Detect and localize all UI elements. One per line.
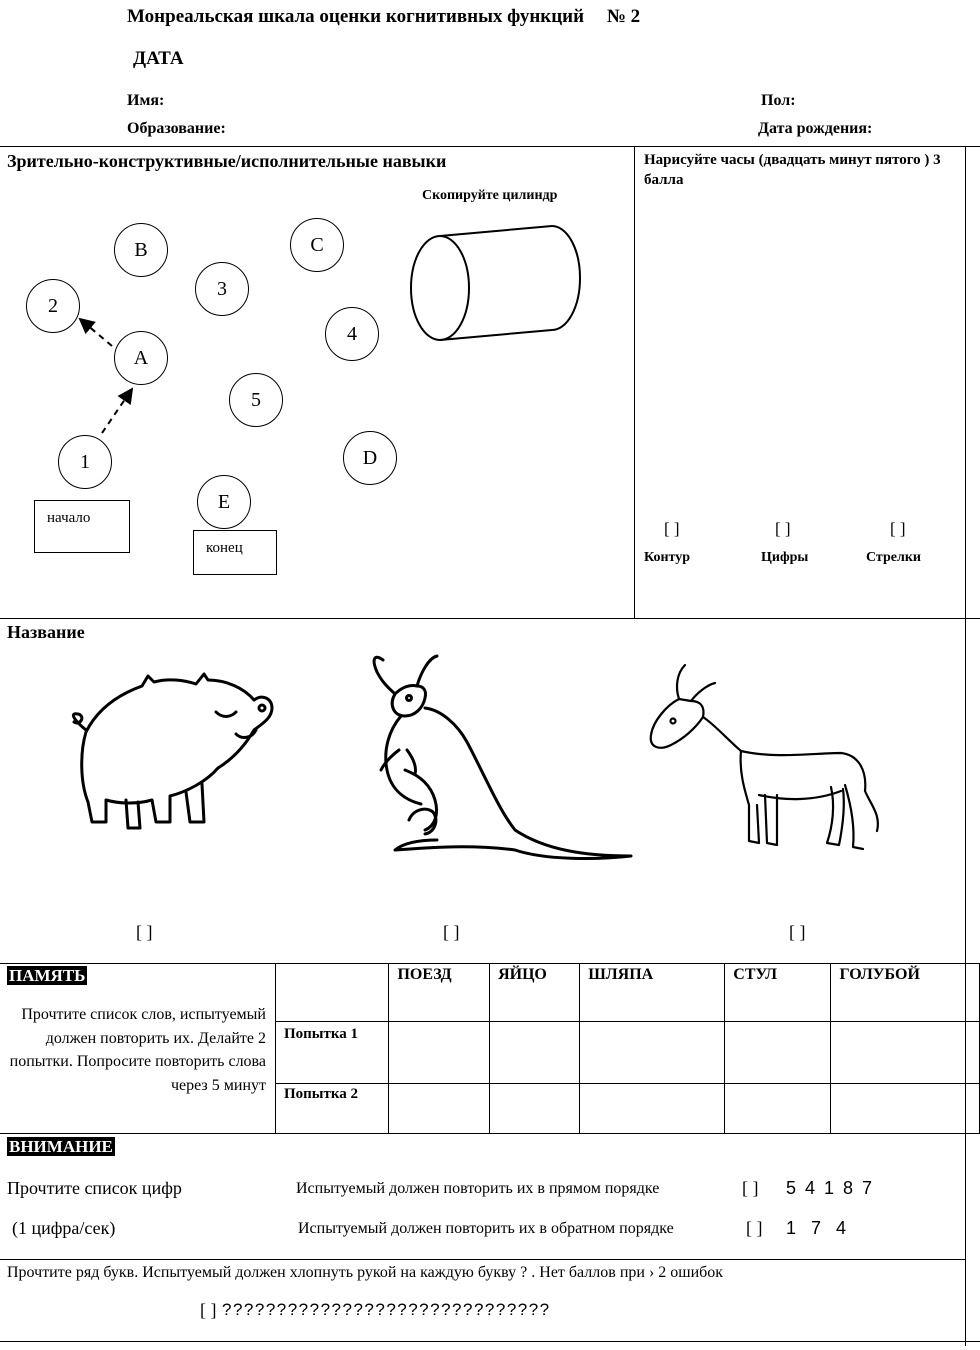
date-label: ДАТА <box>133 48 184 69</box>
trail-node-2: 2 <box>26 279 80 333</box>
letters-score: [ ] <box>200 1300 217 1320</box>
word-3: ШЛЯПА <box>580 964 725 1022</box>
trail-node-b: B <box>114 223 168 277</box>
trail-node-a: A <box>114 331 168 385</box>
donkey-score: [ ] <box>789 922 806 942</box>
trial-1-cell[interactable] <box>831 1022 980 1084</box>
divider <box>0 1341 980 1342</box>
trial-2-label: Попытка 2 <box>276 1084 389 1134</box>
form-title-text: Монреальская шкала оценки когнитивных функций <box>127 6 585 27</box>
trail-node-c: C <box>290 218 344 272</box>
word-1: ПОЕЗД <box>389 964 490 1022</box>
forward-digits: 5 4 1 8 7 <box>786 1178 875 1198</box>
clock-contour-score: [ ] <box>664 519 680 538</box>
trial-1-cell[interactable] <box>725 1022 831 1084</box>
attention-section-title <box>7 1137 115 1157</box>
clock-hands-label: Стрелки <box>866 550 921 565</box>
trial-1-cell[interactable] <box>389 1022 490 1084</box>
arrow-1-to-a <box>102 389 132 433</box>
word-4: СТУЛ <box>725 964 831 1022</box>
backward-digits: 1 7 4 <box>786 1218 847 1238</box>
divider <box>0 1259 965 1260</box>
divider <box>634 146 635 618</box>
clock-instruction: Нарисуйте часы (двадцать минут пятого ) 3 балла <box>644 152 941 188</box>
kangaroo-score: [ ] <box>443 922 460 942</box>
memory-instruction: Прочтите список слов, испытуемый должен повторить их. Делайте 2 попытки. Попросите повторить слова через 5 минут <box>9 1006 266 1094</box>
memory-title-text: ПАМЯТЬ <box>9 966 86 985</box>
word-5: ГОЛУБОЙ <box>831 964 980 1022</box>
trial-2-cell[interactable] <box>490 1084 580 1134</box>
donkey-drawing <box>645 655 885 865</box>
trial-2-cell[interactable] <box>580 1084 725 1134</box>
pig-score: [ ] <box>136 922 153 942</box>
divider <box>965 146 966 1346</box>
sex-label: Пол: <box>761 92 796 109</box>
name-label: Имя: <box>127 92 165 109</box>
pig-drawing <box>66 672 281 842</box>
cylinder-icon <box>400 222 600 352</box>
trial-1-label: Попытка 1 <box>276 1022 389 1084</box>
naming-section-title: Название <box>7 622 85 642</box>
forward-score: [ ] <box>742 1178 759 1198</box>
clock-hands-score: [ ] <box>890 519 906 538</box>
memory-section-title <box>7 966 87 986</box>
trail-node-d: D <box>343 431 397 485</box>
digits-label: Прочтите список цифр <box>7 1178 182 1198</box>
memory-table <box>275 963 980 1134</box>
education-label: Образование: <box>127 120 226 137</box>
attention-title-text: ВНИМАНИЕ <box>9 1137 113 1156</box>
digits-rate: (1 цифра/сек) <box>12 1218 116 1238</box>
birthdate-label: Дата рождения: <box>758 120 873 137</box>
trial-2-cell[interactable] <box>831 1084 980 1134</box>
trail-node-3: 3 <box>195 262 249 316</box>
trail-node-5: 5 <box>229 373 283 427</box>
visuo-section-title: Зрительно-конструктивные/исполнительные навыки <box>7 151 447 171</box>
trail-node-4: 4 <box>325 307 379 361</box>
trial-1-cell[interactable] <box>490 1022 580 1084</box>
backward-score: [ ] <box>746 1218 763 1238</box>
form-number: № 2 <box>606 6 641 27</box>
trial-1-cell[interactable] <box>580 1022 725 1084</box>
trail-node-1: 1 <box>58 435 112 489</box>
kangaroo-drawing <box>365 650 640 865</box>
arrow-a-to-2 <box>80 319 112 346</box>
memory-corner-cell <box>276 964 389 1022</box>
letters-instruction: Прочтите ряд букв. Испытуемый должен хлопнуть рукой на каждую букву ? . Нет баллов при › 2 ошибок <box>7 1264 724 1281</box>
word-2: ЯЙЦО <box>490 964 580 1022</box>
clock-digits-label: Цифры <box>761 550 809 565</box>
end-box: конец <box>193 530 277 575</box>
form-title <box>127 6 640 28</box>
start-box: начало <box>34 500 130 553</box>
trial-2-cell[interactable] <box>389 1084 490 1134</box>
divider <box>0 618 980 619</box>
clock-digits-score: [ ] <box>775 519 791 538</box>
trial-2-cell[interactable] <box>725 1084 831 1134</box>
trail-node-e: E <box>197 475 251 529</box>
letters-sequence: ?????????????????????????????? <box>222 1300 551 1319</box>
forward-instruction: Испытуемый должен повторить их в прямом порядке <box>296 1180 660 1197</box>
backward-instruction: Испытуемый должен повторить их в обратном порядке <box>298 1220 674 1237</box>
divider <box>0 1133 980 1134</box>
cylinder-label: Скопируйте цилиндр <box>422 188 558 203</box>
clock-contour-label: Контур <box>644 550 690 565</box>
